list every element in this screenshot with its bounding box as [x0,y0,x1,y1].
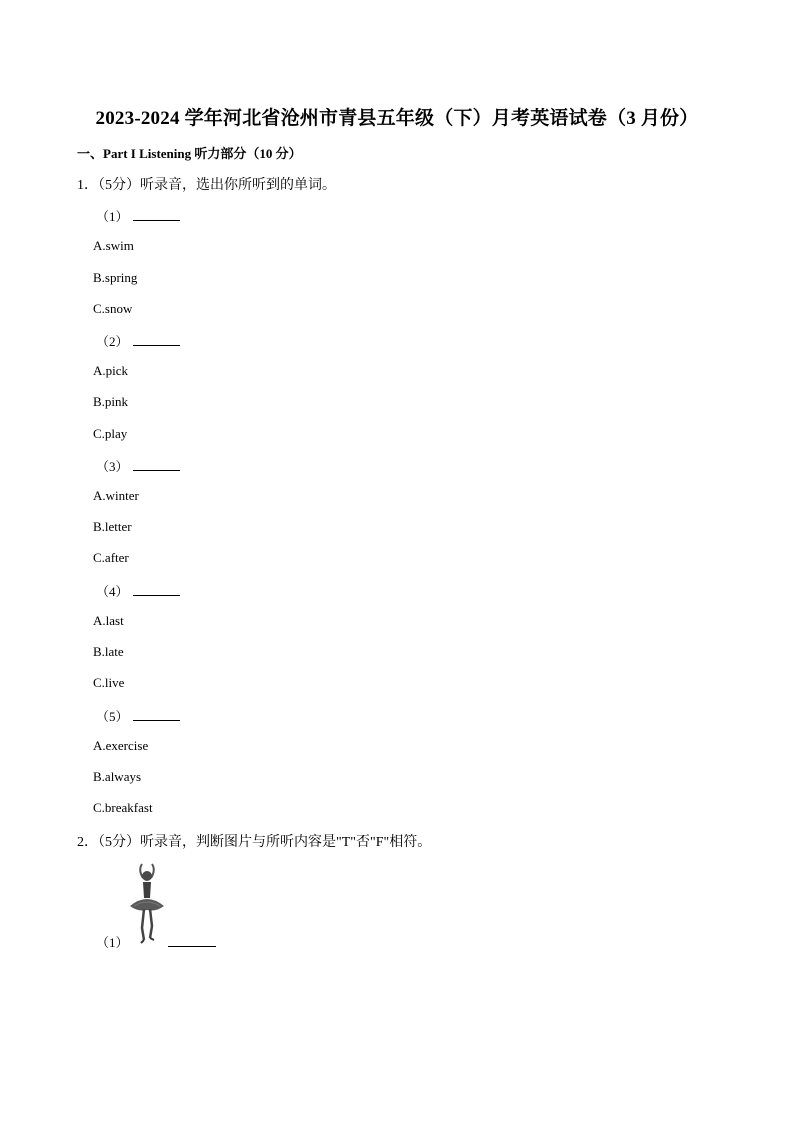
answer-blank[interactable] [133,333,180,346]
q1-item-4-option-b: B.late [93,644,124,659]
answer-blank[interactable] [133,708,180,721]
q1-item-4-option-c: C.live [93,675,125,690]
q1-item-1-option-a: A.swim [93,238,134,253]
answer-blank[interactable] [133,583,180,596]
q1-item-5-label [96,706,180,725]
q1-item-3-label [96,456,180,475]
question-1-stem: 1．（5分）听录音，选出你所听到的单词。 [77,178,336,193]
item-number: （3） [96,459,129,474]
q1-item-2-label [96,331,180,350]
answer-blank[interactable] [133,458,180,471]
q2-item-1-label: （1） [96,935,129,950]
section-heading-listening: 一、Part I Listening 听力部分（10 分） [77,146,302,161]
answer-blank[interactable] [168,946,216,947]
page-title: 2023-2024 学年河北省沧州市青县五年级（下）月考英语试卷（3 月份） [95,108,699,129]
q2-item-1 [96,860,296,950]
q1-item-3-option-a: A.winter [93,488,139,503]
ballet-dancer-icon [126,862,168,946]
q1-item-4-label [96,581,180,600]
question-2-stem: 2．（5分）听录音，判断图片与所听内容是"T"否"F"相符。 [77,835,432,850]
q1-item-1-option-b: B.spring [93,270,138,285]
q1-item-3-option-c: C.after [93,550,129,565]
q1-item-5-option-c: C.breakfast [93,800,153,815]
item-number: （1） [96,209,129,224]
q1-item-2-option-c: C.play [93,426,128,441]
q1-item-4-option-a: A.last [93,613,124,628]
item-number: （5） [96,709,129,724]
q1-item-1-label [96,206,180,225]
item-number: （2） [96,334,129,349]
q1-item-5-option-a: A.exercise [93,738,149,753]
q1-item-1-option-c: C.snow [93,301,133,316]
q1-item-2-option-a: A.pick [93,363,129,378]
answer-blank[interactable] [133,208,180,221]
item-number: （4） [96,584,129,599]
q1-item-5-option-b: B.always [93,769,142,784]
q1-item-2-option-b: B.pink [93,394,129,409]
q1-item-3-option-b: B.letter [93,519,132,534]
